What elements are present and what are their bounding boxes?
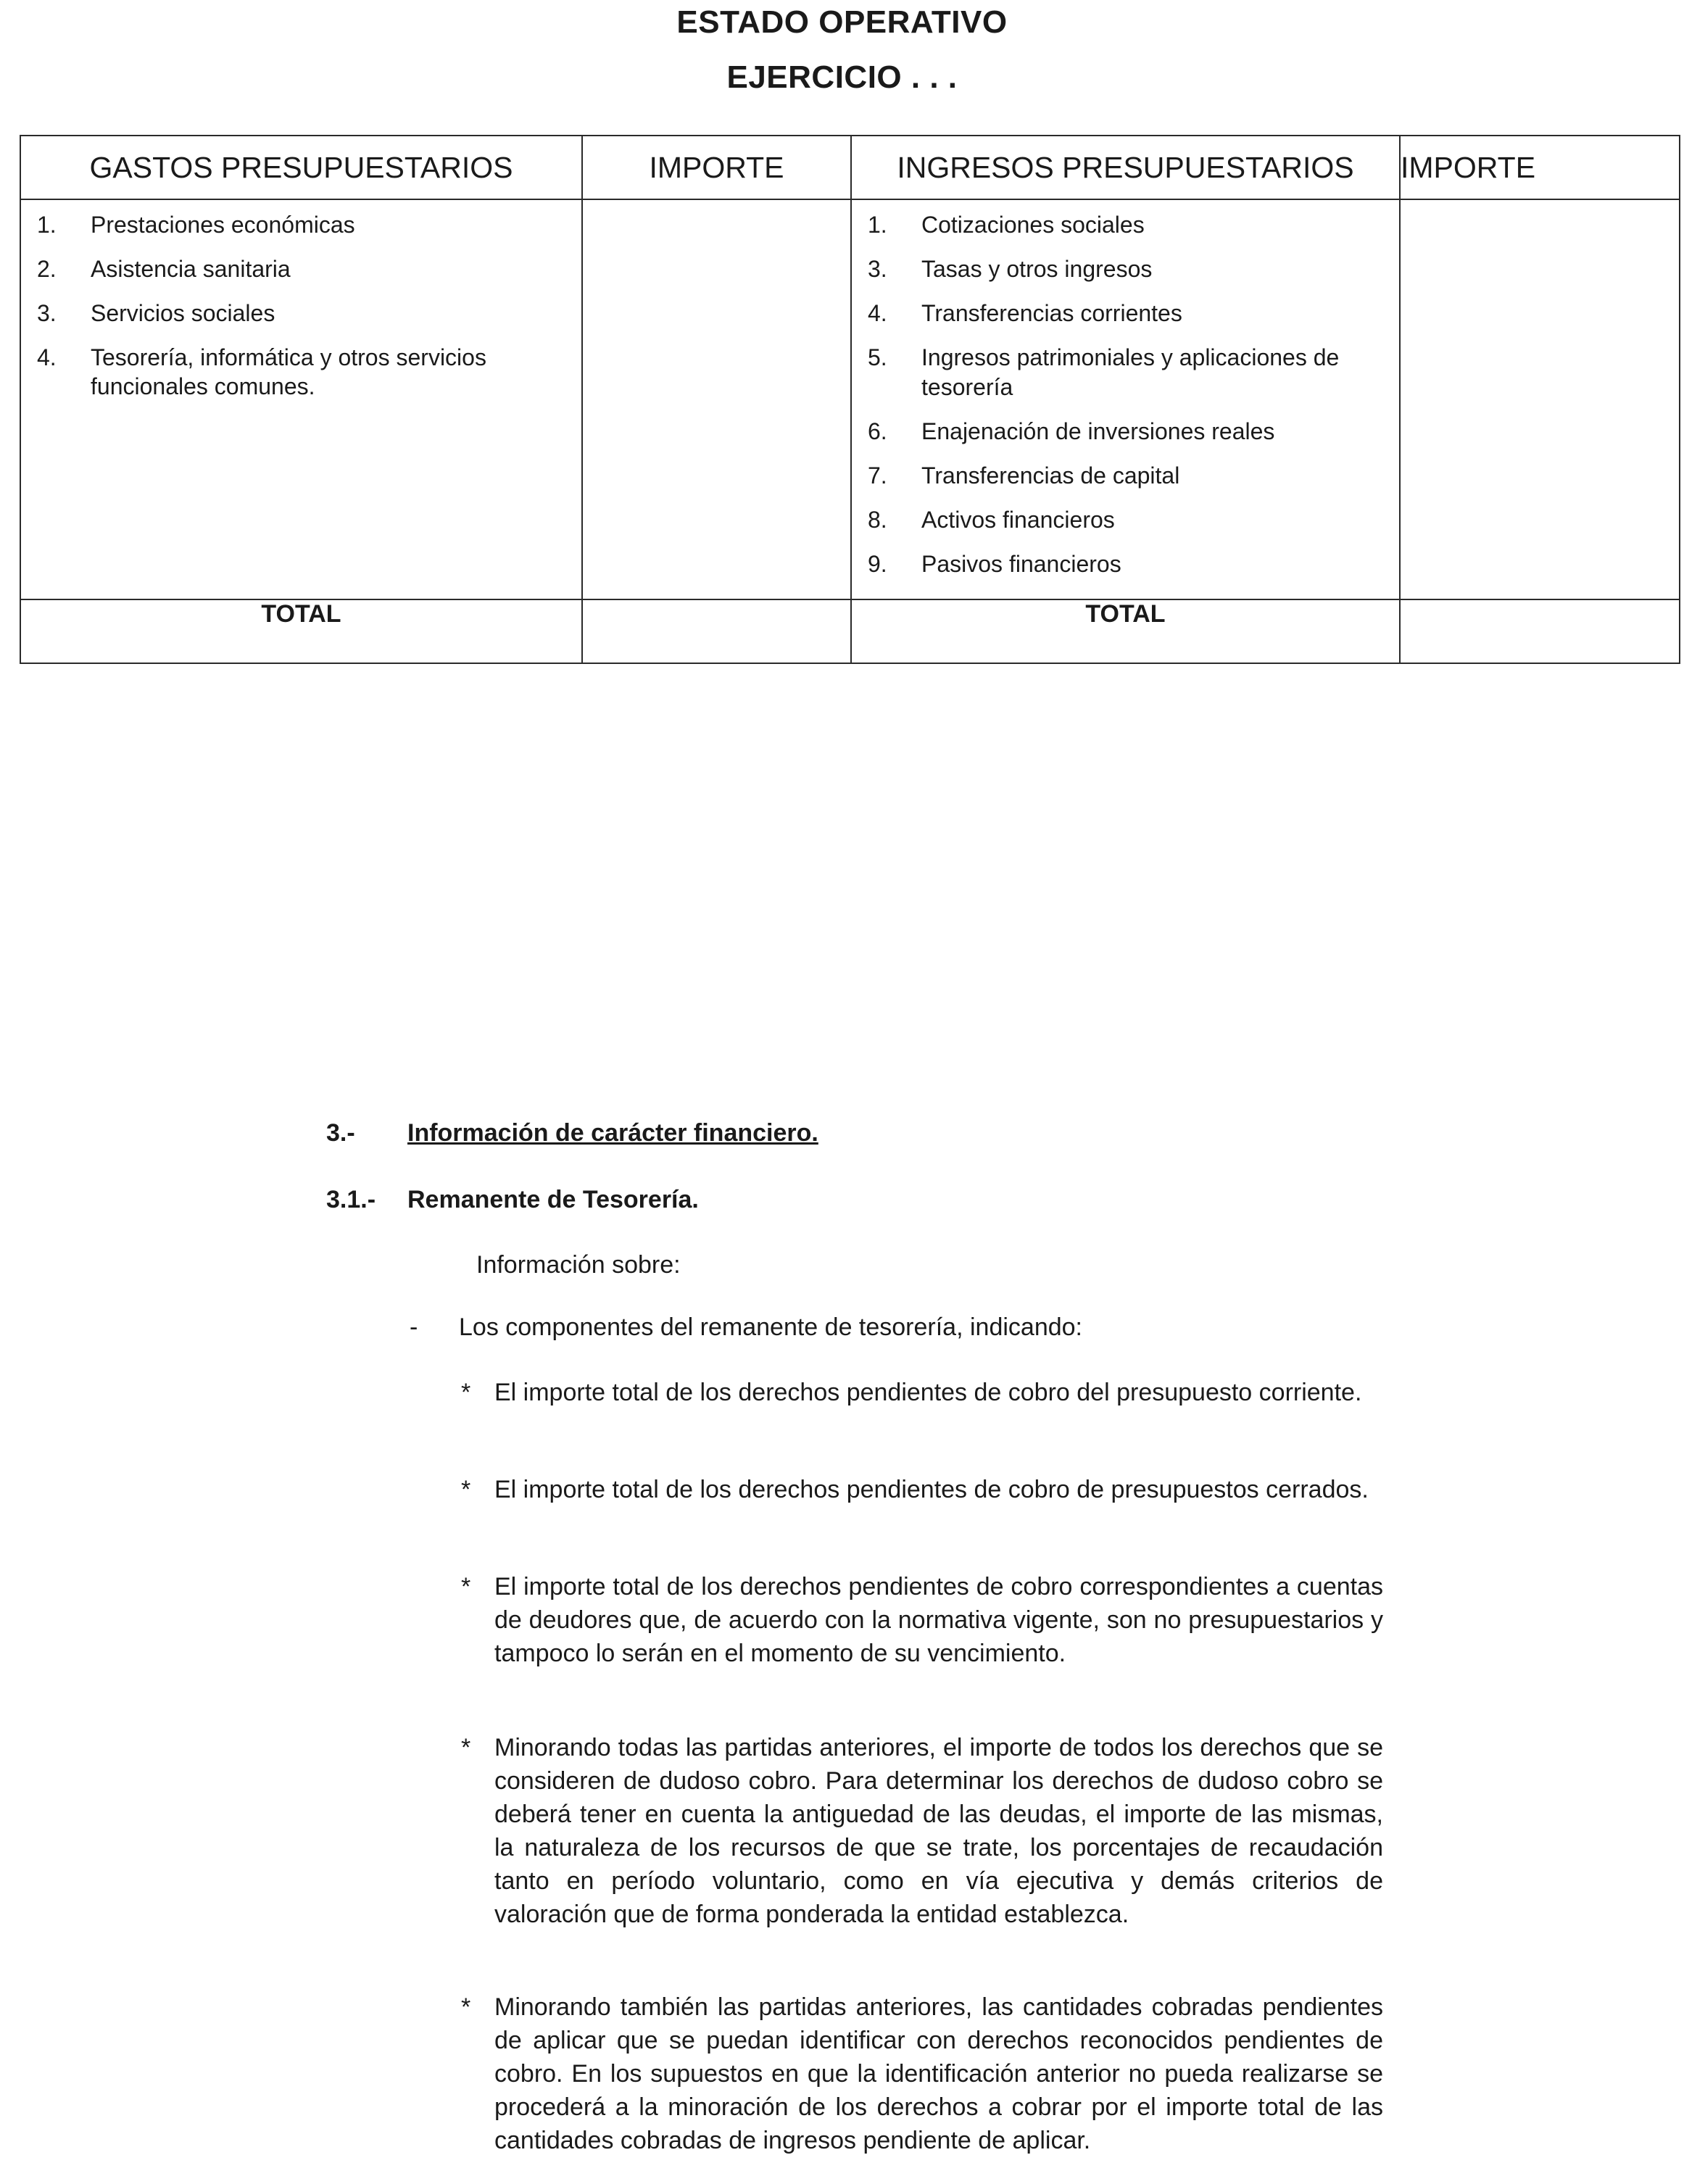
bullet-text: Minorando también las partidas anteriores, las cantidades cobradas pendientes de aplicar que se puedan identificar con derechos reconocidos pendientes de cobro. En los supuestos en que la identificación anterior no pueda realizarse se procederá a la minoración de los derechos a cobrar por el importe total de las cantidades cobradas de ingresos pendiente de aplicar. <box>494 1993 1383 2154</box>
header-ingresos: INGRESOS PRESUPUESTARIOS <box>851 136 1400 199</box>
page-title: ESTADO OPERATIVO <box>676 4 1008 40</box>
gastos-cell <box>20 199 582 599</box>
list-item <box>852 549 1399 579</box>
bullet-text: Minorando todas las partidas anteriores, el importe de todos los derechos que se consideren de dudoso cobro. Para determinar los derechos de dudoso cobro se deberá tener en cuenta la antiguedad de las deudas, el importe de las mismas, la naturaleza de los recursos de que se trate, los porcentajes de recaudación tanto en período voluntario, como en vía ejecutiva y demás criterios de valoración que de forma ponderada la entidad establezca. <box>494 1734 1383 1928</box>
bullet-item <box>461 1376 1383 1409</box>
ingresos-list <box>852 200 1399 579</box>
item-number: 9. <box>868 551 887 577</box>
total-gastos-importe <box>582 599 851 663</box>
item-number: 1. <box>37 212 57 238</box>
item-number: 4. <box>37 344 57 370</box>
importe-ingresos-cell <box>1400 199 1680 599</box>
gastos-list <box>21 200 581 401</box>
header-gastos: GASTOS PRESUPUESTARIOS <box>20 136 582 199</box>
list-item <box>852 299 1399 328</box>
item-number: 7. <box>868 462 887 489</box>
bullet-marker: * <box>461 1734 471 1761</box>
list-item <box>852 461 1399 491</box>
bullet-marker: * <box>461 1573 471 1600</box>
item-number: 4. <box>868 300 887 326</box>
item-number: 3. <box>37 300 57 326</box>
header-importe-gastos: IMPORTE <box>582 136 851 199</box>
bullet-item <box>461 1990 1383 2157</box>
item-label: Pasivos financieros <box>921 551 1121 577</box>
item-label: Tesorería, informática y otros servicios funcionales comunes. <box>91 344 486 399</box>
total-ingresos-label: TOTAL <box>851 599 1400 663</box>
section-3-heading <box>326 1119 818 1147</box>
item-label: Servicios sociales <box>91 300 275 326</box>
dash-marker: - <box>410 1313 418 1341</box>
importe-gastos-cell <box>582 199 851 599</box>
bullet-marker: * <box>461 1476 471 1503</box>
list-item <box>852 254 1399 284</box>
item-label: Transferencias de capital <box>921 462 1180 489</box>
intro-text: Información sobre: <box>476 1251 681 1279</box>
item-number: 8. <box>868 507 887 533</box>
bullet-text: El importe total de los derechos pendientes de cobro del presupuesto corriente. <box>494 1379 1362 1406</box>
item-number: 2. <box>37 256 57 282</box>
bullet-marker: * <box>461 1379 471 1406</box>
section-3-1-heading <box>326 1186 699 1214</box>
item-label: Prestaciones económicas <box>91 212 355 238</box>
list-item <box>21 254 581 284</box>
section-number: 3.- <box>326 1119 355 1147</box>
item-label: Ingresos patrimoniales y aplicaciones de tesorería <box>921 344 1340 400</box>
bullet-text: El importe total de los derechos pendientes de cobro correspondientes a cuentas de deudores que, de acuerdo con la normativa vigente, son no presupuestarios y tampoco lo serán en el momento de su vencimiento. <box>494 1573 1383 1667</box>
header-importe-ingresos: IMPORTE <box>1400 136 1680 199</box>
item-label: Asistencia sanitaria <box>91 256 291 282</box>
section-title: Información de carácter financiero. <box>407 1119 818 1147</box>
bullet-text: El importe total de los derechos pendientes de cobro de presupuestos cerrados. <box>494 1476 1369 1503</box>
bullet-item <box>461 1570 1383 1670</box>
table-header-row <box>20 136 1680 199</box>
dash-list-item <box>410 1313 1082 1342</box>
item-number: 1. <box>868 212 887 238</box>
item-number: 3. <box>868 256 887 282</box>
list-item <box>852 505 1399 535</box>
bullet-item <box>461 1731 1383 1931</box>
estado-operativo-table <box>20 135 1680 664</box>
item-label: Enajenación de inversiones reales <box>921 418 1275 444</box>
list-item <box>21 210 581 240</box>
item-label: Transferencias corrientes <box>921 300 1182 326</box>
item-label: Activos financieros <box>921 507 1115 533</box>
item-number: 5. <box>868 344 887 370</box>
ingresos-cell <box>851 199 1400 599</box>
list-item <box>852 210 1399 240</box>
list-item <box>852 343 1399 402</box>
section-title: Remanente de Tesorería. <box>407 1186 699 1213</box>
table-total-row <box>20 599 1680 663</box>
list-item <box>852 417 1399 447</box>
total-gastos-label: TOTAL <box>20 599 582 663</box>
item-number: 6. <box>868 418 887 444</box>
list-item <box>21 299 581 328</box>
page-subtitle: EJERCICIO . . . <box>726 59 958 95</box>
dash-text: Los componentes del remanente de tesorería, indicando: <box>459 1313 1082 1341</box>
list-item <box>21 343 581 401</box>
bullet-marker: * <box>461 1993 471 2021</box>
table-body-row <box>20 199 1680 599</box>
item-label: Tasas y otros ingresos <box>921 256 1153 282</box>
section-number: 3.1.- <box>326 1186 376 1213</box>
bullet-item <box>461 1473 1383 1506</box>
item-label: Cotizaciones sociales <box>921 212 1145 238</box>
total-ingresos-importe <box>1400 599 1680 663</box>
